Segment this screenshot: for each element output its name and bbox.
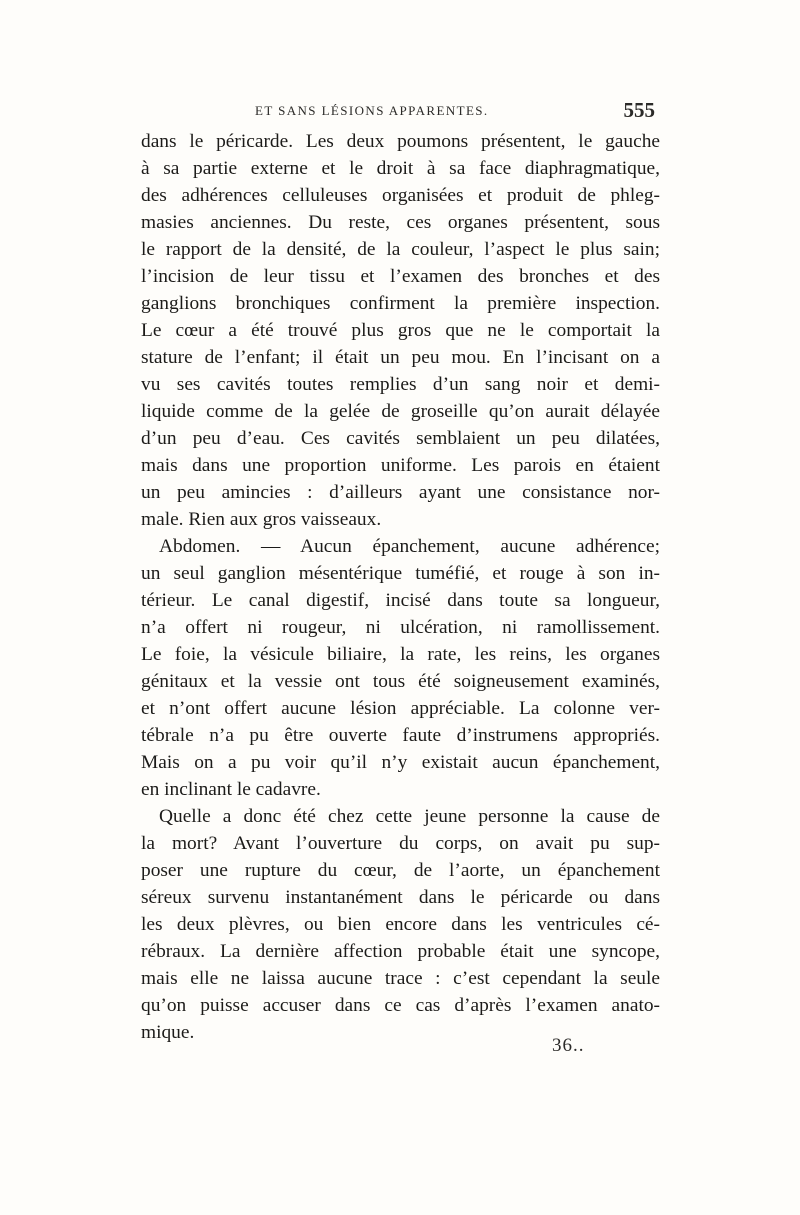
text-line: mais elle ne laissa aucune trace : c’est cependant la seule	[141, 968, 660, 989]
text-line: liquide comme de la gelée de groseille qu’on aurait délayée	[141, 401, 660, 422]
text-line: rébraux. La dernière affection probable était une syncope,	[141, 941, 660, 962]
text-line: masies anciennes. Du reste, ces organes présentent, sous	[141, 212, 660, 233]
text-line: vu ses cavités toutes remplies d’un sang noir et demi-	[141, 374, 660, 395]
text-line: Quelle a donc été chez cette jeune personne la cause de	[159, 806, 660, 827]
text-line: Le cœur a été trouvé plus gros que ne le comportait la	[141, 320, 660, 341]
text-line: un seul ganglion mésentérique tuméfié, et rouge à son in-	[141, 563, 660, 584]
text-line: le rapport de la densité, de la couleur, l’aspect le plus sain;	[141, 239, 660, 260]
text-line: à sa partie externe et le droit à sa face diaphragmatique,	[141, 158, 660, 179]
text-line: dans le péricarde. Les deux poumons présentent, le gauche	[141, 131, 660, 152]
text-line: tébrale n’a pu être ouverte faute d’instrumens appropriés.	[141, 725, 660, 746]
section-abdomen-line: Abdomen. — Aucun épanchement, aucune adhérence;	[159, 536, 660, 557]
signature-mark: 36..	[552, 1035, 585, 1056]
running-title: ET SANS LÉSIONS APPARENTES.	[255, 103, 489, 118]
text-line: séreux survenu instantanément dans le péricarde ou dans	[141, 887, 660, 908]
text-line: un peu amincies : d’ailleurs ayant une consistance nor-	[141, 482, 660, 503]
text-line: Mais on a pu voir qu’il n’y existait aucun épanchement,	[141, 752, 660, 773]
text-line: les deux plèvres, ou bien encore dans les ventricules cé-	[141, 914, 660, 935]
text-line: génitaux et la vessie ont tous été soigneusement examinés,	[141, 671, 660, 692]
text-line: en inclinant le cadavre.	[141, 779, 321, 800]
page-number: 555	[623, 98, 655, 122]
text-line: mais dans une proportion uniforme. Les parois en étaient	[141, 455, 660, 476]
body-text	[140, 128, 660, 1046]
text-line: n’a offert ni rougeur, ni ulcération, ni ramollissement.	[141, 617, 660, 638]
text-line: térieur. Le canal digestif, incisé dans toute sa longueur,	[141, 590, 660, 611]
text-line: Le foie, la vésicule biliaire, la rate, les reins, les organes	[141, 644, 660, 665]
text-line: mique.	[141, 1022, 195, 1043]
text-line: ganglions bronchiques confirment la première inspection.	[141, 293, 660, 314]
text-line: stature de l’enfant; il était un peu mou. En l’incisant on a	[141, 347, 660, 368]
text-line: d’un peu d’eau. Ces cavités semblaient un peu dilatées,	[141, 428, 660, 449]
text-line: male. Rien aux gros vaisseaux.	[141, 509, 382, 530]
page-header	[255, 98, 655, 128]
text-line: la mort? Avant l’ouverture du corps, on avait pu sup-	[141, 833, 660, 854]
text-line: et n’ont offert aucune lésion appréciable. La colonne ver-	[141, 698, 660, 719]
text-line: des adhérences celluleuses organisées et produit de phleg-	[141, 185, 660, 206]
text-line: l’incision de leur tissu et l’examen des bronches et des	[141, 266, 660, 287]
text-line: poser une rupture du cœur, de l’aorte, un épanchement	[141, 860, 660, 881]
text-line: qu’on puisse accuser dans ce cas d’après l’examen anato-	[141, 995, 660, 1016]
